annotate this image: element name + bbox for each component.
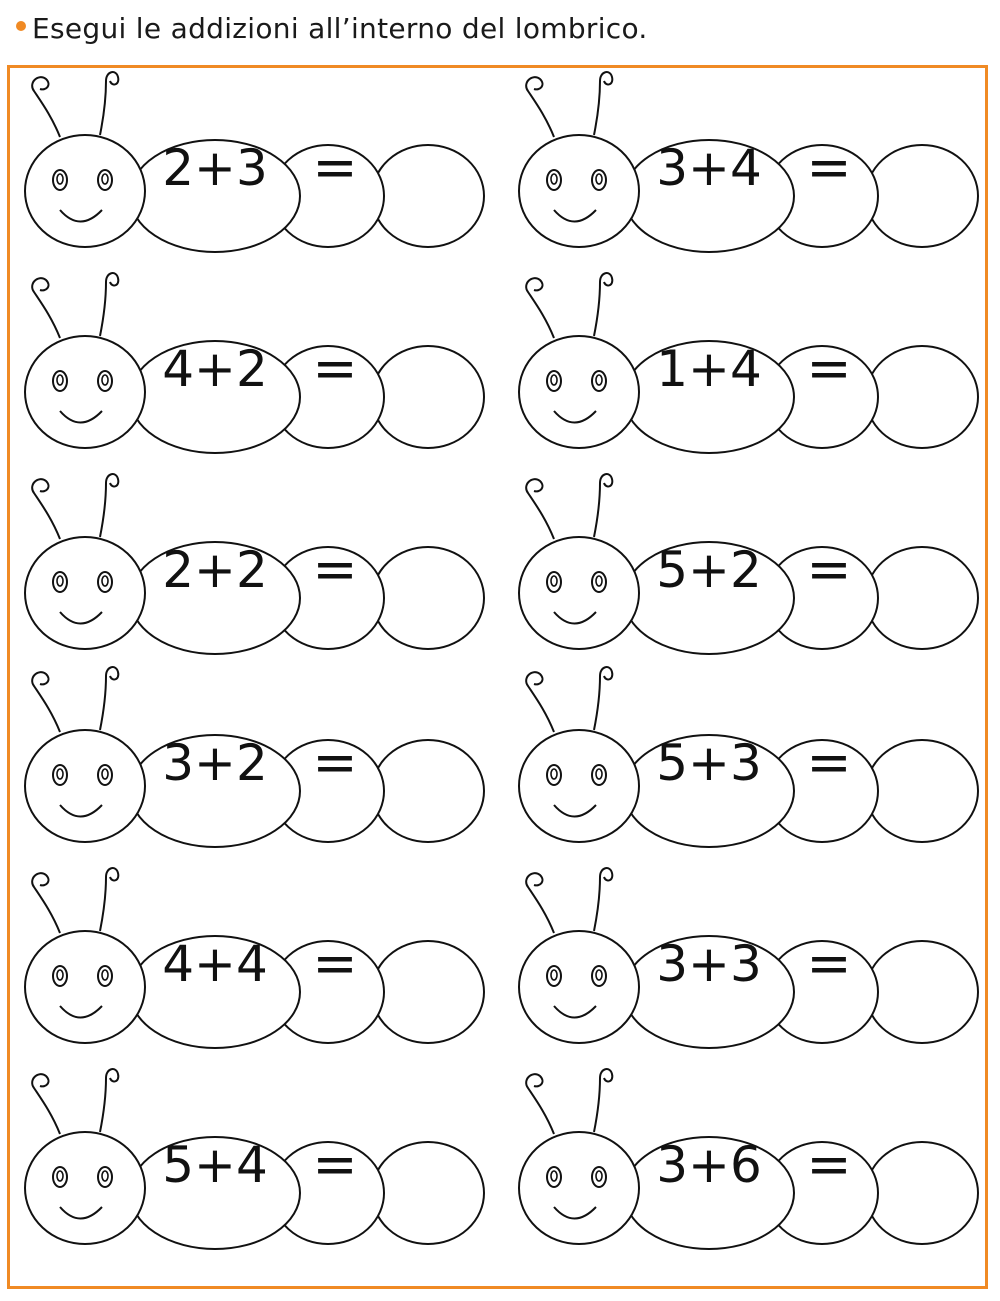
worm-7 bbox=[2, 660, 472, 830]
sum-text: 4+2 bbox=[162, 340, 268, 398]
worm-8 bbox=[496, 660, 966, 830]
head bbox=[25, 931, 145, 1043]
right-antenna-icon bbox=[100, 474, 118, 537]
head bbox=[25, 135, 145, 247]
right-antenna-icon bbox=[594, 273, 612, 336]
worm-5 bbox=[2, 467, 472, 637]
right-eye-icon bbox=[592, 966, 606, 986]
right-antenna-icon bbox=[100, 868, 118, 931]
right-eye-icon bbox=[98, 1167, 112, 1187]
head bbox=[25, 336, 145, 448]
left-eye-icon bbox=[547, 572, 561, 592]
right-antenna-icon bbox=[594, 667, 612, 730]
sum-text: 3+2 bbox=[162, 734, 268, 792]
right-eye-icon bbox=[98, 170, 112, 190]
equals-sign: = bbox=[806, 1133, 852, 1196]
worm-11 bbox=[2, 1062, 472, 1232]
left-antenna-icon bbox=[32, 479, 60, 539]
answer-field[interactable] bbox=[372, 549, 482, 649]
sum-text: 3+6 bbox=[656, 1136, 762, 1194]
sum-text: 2+3 bbox=[162, 139, 268, 197]
answer-field[interactable] bbox=[372, 742, 482, 842]
right-eye-icon bbox=[98, 371, 112, 391]
left-eye-icon bbox=[53, 765, 67, 785]
right-eye-icon bbox=[98, 966, 112, 986]
answer-field[interactable] bbox=[866, 147, 976, 247]
head bbox=[519, 336, 639, 448]
sum-text: 3+3 bbox=[656, 935, 762, 993]
left-eye-icon bbox=[547, 170, 561, 190]
worm-10 bbox=[496, 861, 966, 1031]
head bbox=[25, 730, 145, 842]
right-eye-icon bbox=[98, 765, 112, 785]
equals-sign: = bbox=[312, 731, 358, 794]
head bbox=[519, 730, 639, 842]
sum-text: 5+2 bbox=[656, 541, 762, 599]
right-antenna-icon bbox=[100, 1069, 118, 1132]
equals-sign: = bbox=[312, 932, 358, 995]
left-eye-icon bbox=[547, 1167, 561, 1187]
right-eye-icon bbox=[592, 1167, 606, 1187]
answer-field[interactable] bbox=[866, 1144, 976, 1244]
left-antenna-icon bbox=[526, 479, 554, 539]
left-antenna-icon bbox=[32, 278, 60, 338]
sum-text: 5+3 bbox=[656, 734, 762, 792]
equals-sign: = bbox=[806, 136, 852, 199]
left-antenna-icon bbox=[526, 77, 554, 137]
equals-sign: = bbox=[312, 538, 358, 601]
left-eye-icon bbox=[53, 572, 67, 592]
answer-field[interactable] bbox=[372, 348, 482, 448]
left-antenna-icon bbox=[526, 873, 554, 933]
answer-field[interactable] bbox=[866, 943, 976, 1043]
right-eye-icon bbox=[592, 572, 606, 592]
right-antenna-icon bbox=[594, 72, 612, 135]
left-eye-icon bbox=[53, 1167, 67, 1187]
head bbox=[519, 135, 639, 247]
left-antenna-icon bbox=[32, 672, 60, 732]
equals-sign: = bbox=[806, 731, 852, 794]
left-eye-icon bbox=[53, 966, 67, 986]
answer-field[interactable] bbox=[372, 943, 482, 1043]
worm-6 bbox=[496, 467, 966, 637]
right-eye-icon bbox=[592, 371, 606, 391]
right-antenna-icon bbox=[100, 667, 118, 730]
sum-text: 4+4 bbox=[162, 935, 268, 993]
left-antenna-icon bbox=[526, 672, 554, 732]
equals-sign: = bbox=[806, 932, 852, 995]
left-antenna-icon bbox=[526, 278, 554, 338]
instruction bbox=[16, 12, 648, 45]
right-eye-icon bbox=[592, 765, 606, 785]
right-antenna-icon bbox=[100, 72, 118, 135]
left-eye-icon bbox=[547, 966, 561, 986]
sum-text: 1+4 bbox=[656, 340, 762, 398]
left-eye-icon bbox=[53, 371, 67, 391]
right-antenna-icon bbox=[594, 868, 612, 931]
head bbox=[519, 1132, 639, 1244]
worm-9 bbox=[2, 861, 472, 1031]
right-antenna-icon bbox=[594, 474, 612, 537]
worm-1 bbox=[2, 65, 472, 235]
worm-2 bbox=[496, 65, 966, 235]
answer-field[interactable] bbox=[372, 1144, 482, 1244]
bullet-icon bbox=[16, 21, 26, 31]
equals-sign: = bbox=[806, 538, 852, 601]
left-antenna-icon bbox=[32, 77, 60, 137]
answer-field[interactable] bbox=[866, 348, 976, 448]
equals-sign: = bbox=[312, 1133, 358, 1196]
left-antenna-icon bbox=[32, 1074, 60, 1134]
left-eye-icon bbox=[547, 371, 561, 391]
sum-text: 5+4 bbox=[162, 1136, 268, 1194]
worm-4 bbox=[496, 266, 966, 436]
answer-field[interactable] bbox=[866, 742, 976, 842]
head bbox=[519, 537, 639, 649]
equals-sign: = bbox=[312, 337, 358, 400]
right-eye-icon bbox=[592, 170, 606, 190]
right-antenna-icon bbox=[100, 273, 118, 336]
sum-text: 3+4 bbox=[656, 139, 762, 197]
worm-12 bbox=[496, 1062, 966, 1232]
answer-field[interactable] bbox=[372, 147, 482, 247]
head bbox=[519, 931, 639, 1043]
right-eye-icon bbox=[98, 572, 112, 592]
head bbox=[25, 1132, 145, 1244]
left-antenna-icon bbox=[32, 873, 60, 933]
left-eye-icon bbox=[53, 170, 67, 190]
left-antenna-icon bbox=[526, 1074, 554, 1134]
left-eye-icon bbox=[547, 765, 561, 785]
instruction-text: Esegui le addizioni all’interno del lombrico. bbox=[32, 12, 648, 45]
equals-sign: = bbox=[312, 136, 358, 199]
equals-sign: = bbox=[806, 337, 852, 400]
head bbox=[25, 537, 145, 649]
answer-field[interactable] bbox=[866, 549, 976, 649]
sum-text: 2+2 bbox=[162, 541, 268, 599]
worm-3 bbox=[2, 266, 472, 436]
right-antenna-icon bbox=[594, 1069, 612, 1132]
